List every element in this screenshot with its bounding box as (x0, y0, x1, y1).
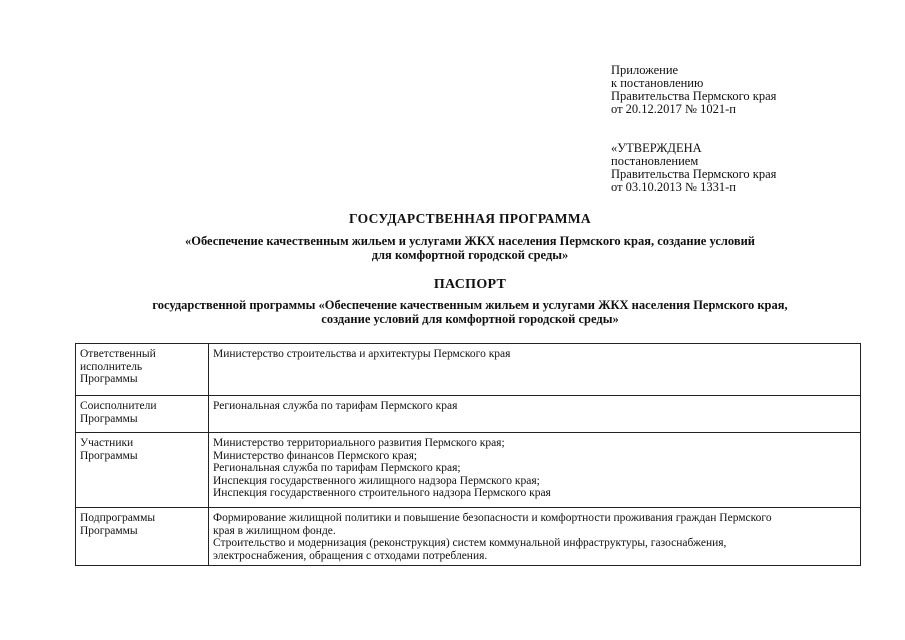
row-value-cell (209, 396, 861, 433)
row-value: Министерство строительства и архитектуры Пермского края (213, 348, 511, 360)
row-value-cell (209, 433, 861, 508)
table-row (76, 508, 861, 566)
passport-subtitle-line: создание условий для комфортной городской среды» (321, 312, 619, 326)
row-value: Инспекция государственного жилищного надзора Пермского края; (213, 474, 540, 487)
row-value-cell (209, 344, 861, 396)
approval-line: постановлением (611, 154, 699, 168)
row-label: Программы (80, 412, 138, 425)
row-label: Программы (80, 524, 138, 537)
row-value: Формирование жилищной политики и повышение безопасности и комфортности проживания граждан Пермского (213, 512, 772, 524)
row-label-cell (76, 396, 209, 433)
row-value: Министерство финансов Пермского края; (213, 449, 418, 462)
row-value: электроснабжения, обращения с отходами потребления. (213, 549, 488, 562)
approval-line: от 03.10.2013 № 1331-п (611, 180, 736, 194)
row-label-cell (76, 344, 209, 396)
row-value: Министерство территориального развития Пермского края; (213, 437, 505, 449)
appendix-line: Правительства Пермского края (611, 89, 777, 103)
program-subtitle-line: для комфортной городской среды» (371, 248, 569, 262)
row-label: Подпрограммы (80, 512, 156, 524)
approval-block (611, 142, 776, 194)
row-label: Ответственный (80, 348, 156, 360)
passport-subtitle-line: государственной программы «Обеспечение качественным жильем и услугами ЖКХ населения Пермского края, (152, 298, 788, 312)
row-value-cell (209, 508, 861, 566)
row-value: Региональная служба по тарифам Пермского края; (213, 462, 461, 474)
row-value: края в жилищном фонде. (213, 524, 336, 537)
approval-line: «УТВЕРЖДЕНА (611, 141, 702, 155)
appendix-line: к постановлению (611, 76, 704, 90)
passport-title: ПАСПОРТ (433, 277, 507, 292)
row-label: Соисполнители (80, 400, 157, 412)
table-row (76, 396, 861, 433)
row-value: Строительство и модернизация (реконструкция) систем коммунальной инфраструктуры, газоснабжения, (213, 537, 727, 549)
program-title: ГОСУДАРСТВЕННАЯ ПРОГРАММА (349, 211, 591, 226)
appendix-line: Приложение (611, 63, 679, 77)
row-label: Программы (80, 373, 138, 385)
row-label-cell (76, 508, 209, 566)
row-value: Региональная служба по тарифам Пермского края (213, 400, 458, 412)
table-row (76, 433, 861, 508)
row-label: Участники (80, 437, 134, 449)
row-label: исполнитель (80, 360, 143, 373)
appendix-line: от 20.12.2017 № 1021-п (611, 102, 736, 116)
row-label: Программы (80, 449, 138, 462)
row-label-cell (76, 433, 209, 508)
appendix-block (611, 64, 776, 116)
table-row (76, 344, 861, 396)
row-value: Инспекция государственного строительного надзора Пермского края (213, 487, 551, 499)
passport-table (75, 343, 861, 566)
approval-line: Правительства Пермского края (611, 167, 777, 181)
program-subtitle-line: «Обеспечение качественным жильем и услугами ЖКХ населения Пермского края, создание условий (184, 234, 755, 248)
